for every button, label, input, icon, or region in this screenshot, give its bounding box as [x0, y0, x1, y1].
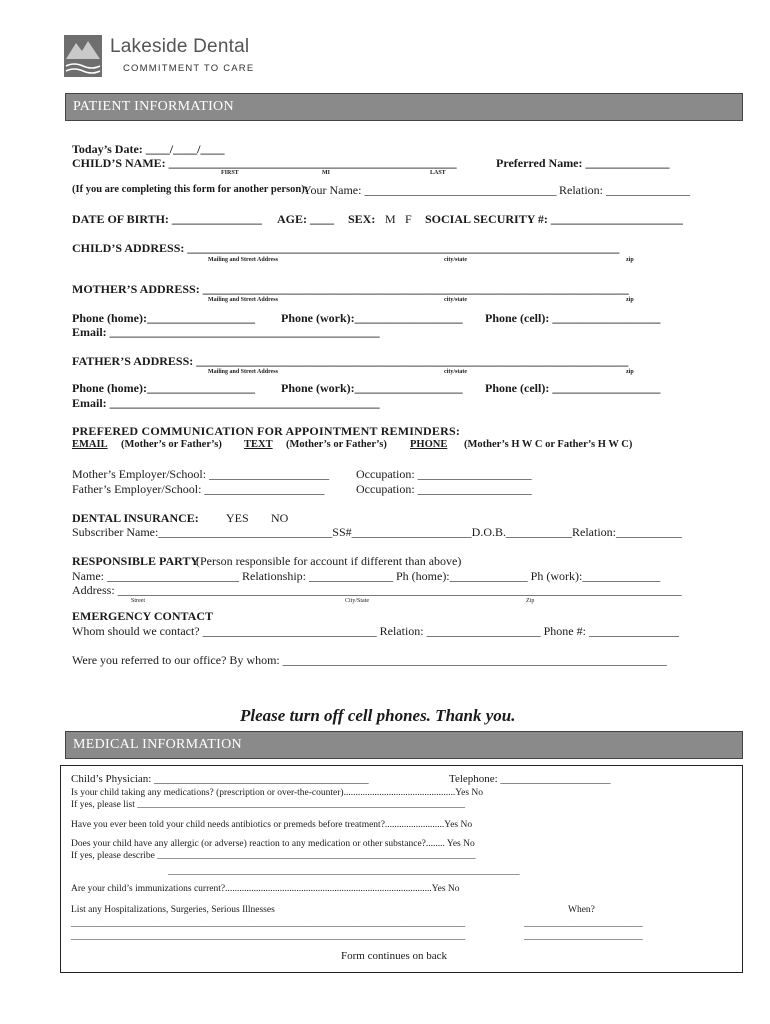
fathers-address-field[interactable]: FATHER’S ADDRESS: ________________________________________________________________________: [72, 354, 629, 368]
father-phone-cell-field[interactable]: Phone (cell): __________________: [485, 381, 661, 395]
father-email-field[interactable]: Email: _____________________________________________: [72, 396, 380, 410]
patient-info-header: [65, 93, 743, 121]
insurance-no-option[interactable]: NO: [271, 511, 289, 525]
immunizations-question[interactable]: Are your child’s immunizations current?.......................................................................................Yes No: [71, 884, 460, 894]
medications-question[interactable]: Is your child taking any medications? (prescription or over-the-counter)...............................................Yes No: [71, 788, 484, 798]
cell-phone-notice: Please turn off cell phones. Thank you.: [240, 706, 516, 725]
preferred-name-field[interactable]: Preferred Name: ______________: [496, 156, 670, 170]
logo-tagline: COMMITMENT TO CARE: [123, 63, 255, 74]
your-name-field[interactable]: Your Name: ________________________________: [303, 183, 557, 197]
emergency-contact-label: EMERGENCY CONTACT: [72, 609, 214, 623]
ssn-field[interactable]: SOCIAL SECURITY #: ______________________: [425, 212, 683, 226]
logo-name: Lakeside Dental: [110, 36, 250, 57]
rp-street-caption: Street: [131, 598, 145, 604]
child-addr-city-caption: city/state: [444, 257, 467, 263]
mother-addr-mailing-caption: Mailing and Street Address: [208, 297, 278, 303]
comm-text-option[interactable]: TEXT: [244, 439, 273, 450]
hospitalizations-label: List any Hospitalizations, Surgeries, Serious Illnesses: [71, 905, 275, 915]
hospitalization-when-1[interactable]: _________________________: [524, 919, 643, 929]
mothers-address-field[interactable]: MOTHER’S ADDRESS: _______________________________________________________________________: [72, 282, 629, 296]
your-relation-field[interactable]: Relation: ______________: [559, 183, 690, 197]
responsible-party-note: (Person responsible for account if different than above): [196, 554, 462, 568]
medical-info-title: MEDICAL INFORMATION: [73, 737, 242, 752]
father-addr-city-caption: city/state: [444, 369, 467, 375]
father-phone-home-field[interactable]: Phone (home):__________________: [72, 381, 255, 395]
subscriber-line[interactable]: Subscriber Name:_____________________________SS#____________________D.O.B.___________Relation:___________: [72, 525, 682, 539]
medications-list-field[interactable]: If yes, please list _____________________________________________________________________: [71, 800, 465, 810]
name-mi-caption: MI: [322, 170, 330, 176]
allergic-question[interactable]: Does your child have any allergic (or adverse) reaction to any medication or other substance?........ Yes No: [71, 839, 475, 849]
comm-email-note: (Mother’s or Father’s): [121, 439, 222, 450]
allergic-describe-field[interactable]: If yes, please describe ___________________________________________________________________: [71, 851, 476, 861]
communication-heading: PREFERED COMMUNICATION FOR APPOINTMENT REMINDERS:: [72, 424, 461, 438]
comm-phone-option[interactable]: PHONE: [410, 439, 448, 450]
father-occupation-field[interactable]: Occupation: ___________________: [356, 482, 532, 496]
responsible-party-address-line[interactable]: Address: ______________________________________________________________________________________________: [72, 583, 682, 597]
comm-phone-note: (Mother’s H W C or Father’s H W C): [464, 439, 633, 450]
insurance-yes-option[interactable]: YES: [226, 511, 249, 525]
dental-insurance-label: DENTAL INSURANCE:: [72, 511, 199, 525]
referred-line[interactable]: Were you referred to our office? By whom: ________________________________________________________________: [72, 653, 667, 667]
mother-phone-cell-field[interactable]: Phone (cell): __________________: [485, 311, 661, 325]
sex-f-option[interactable]: F: [405, 212, 412, 226]
father-employer-field[interactable]: Father’s Employer/School: ____________________: [72, 482, 325, 496]
child-addr-zip-caption: zip: [626, 257, 634, 263]
rp-citystate-caption: City/State: [345, 598, 369, 604]
medical-info-header: [65, 731, 743, 759]
child-addr-mailing-caption: Mailing and Street Address: [208, 257, 278, 263]
rp-zip-caption: Zip: [526, 598, 535, 604]
when-label: When?: [568, 905, 595, 915]
todays-date-field[interactable]: Today’s Date: ____/____/____: [72, 142, 225, 156]
name-first-caption: FIRST: [221, 170, 239, 176]
mother-addr-city-caption: city/state: [444, 297, 467, 303]
form-continues-note: Form continues on back: [341, 950, 448, 962]
responsible-party-name-line[interactable]: Name: ______________________ Relationship: ______________ Ph (home):_____________ Ph (work):_____________: [72, 569, 661, 583]
comm-email-option[interactable]: EMAIL: [72, 439, 108, 450]
father-addr-mailing-caption: Mailing and Street Address: [208, 369, 278, 375]
antibiotics-question[interactable]: Have you ever been told your child needs antibiotics or premeds before treatment?.........................Yes No: [71, 820, 473, 830]
childs-address-field[interactable]: CHILD’S ADDRESS: ________________________________________________________________________: [72, 241, 620, 255]
childs-name-field[interactable]: CHILD’S NAME: ________________________________________________: [72, 156, 457, 170]
mother-occupation-field[interactable]: Occupation: ___________________: [356, 467, 532, 481]
father-phone-work-field[interactable]: Phone (work):__________________: [281, 381, 463, 395]
patient-info-title: PATIENT INFORMATION: [73, 99, 234, 114]
dob-field[interactable]: DATE OF BIRTH: _______________: [72, 212, 262, 226]
hospitalization-line-2[interactable]: ___________________________________________________________________________________: [71, 932, 466, 942]
sex-label: SEX:: [348, 212, 376, 226]
sex-m-option[interactable]: M: [385, 212, 396, 226]
hospitalization-when-2[interactable]: _________________________: [524, 932, 643, 942]
emergency-contact-line[interactable]: Whom should we contact? _____________________________ Relation: ___________________ Phone #: _______________: [72, 624, 679, 638]
mother-phone-work-field[interactable]: Phone (work):__________________: [281, 311, 463, 325]
physician-telephone-field[interactable]: Telephone: ____________________: [449, 773, 611, 785]
age-field[interactable]: AGE: ____: [277, 212, 334, 226]
mother-employer-field[interactable]: Mother’s Employer/School: ____________________: [72, 467, 330, 481]
physician-field[interactable]: Child’s Physician: _______________________________________: [71, 773, 369, 785]
comm-text-note: (Mother’s or Father’s): [286, 439, 387, 450]
allergic-describe-line-2[interactable]: __________________________________________________________________________: [168, 867, 520, 877]
hospitalization-line-1[interactable]: ___________________________________________________________________________________: [71, 919, 466, 929]
mother-phone-home-field[interactable]: Phone (home):__________________: [72, 311, 255, 325]
responsible-party-label: RESPONSIBLE PARTY: [72, 554, 200, 568]
logo-mountain-icon: [64, 35, 102, 77]
mother-email-field[interactable]: Email: _____________________________________________: [72, 325, 380, 339]
name-last-caption: LAST: [430, 170, 446, 176]
father-addr-zip-caption: zip: [626, 369, 634, 375]
mother-addr-zip-caption: zip: [626, 297, 634, 303]
other-person-note: (If you are completing this form for another person):: [72, 184, 309, 195]
